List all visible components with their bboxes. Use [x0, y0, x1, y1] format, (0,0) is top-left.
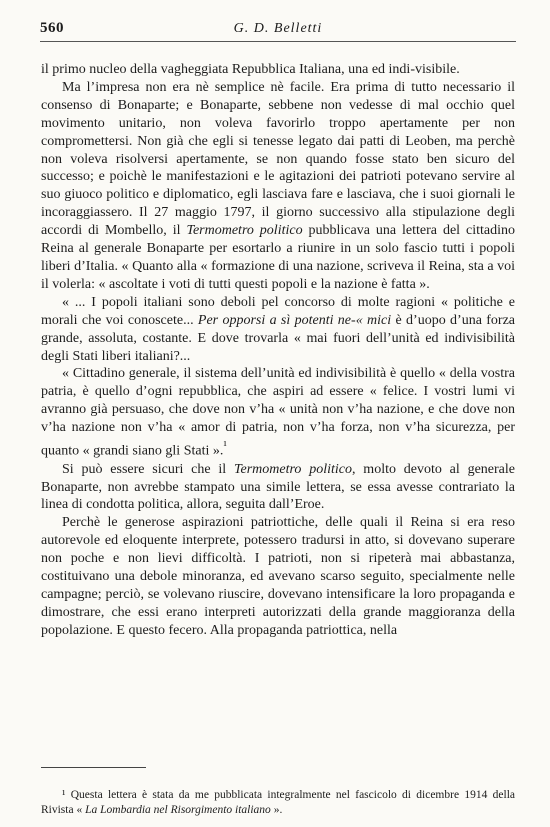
paragraph-2 [41, 79, 515, 294]
text-run: « ... I popoli italiani sono deboli pel concorso di molte ragioni « politiche e morali che voi conoscete... [41, 294, 515, 328]
page-number: 560 [40, 20, 64, 36]
footnote-rule [41, 767, 146, 768]
italic-text: Per opporsi a sì potenti ne-« mici [197, 312, 392, 328]
paragraph-1 [41, 61, 515, 79]
italic-text: Termometro politico [186, 223, 303, 239]
text-run: « Cittadino generale, il sistema dell’unità ed indivisibilità è quello « della vostra patria, è quello d’ogni repubblica, che aspiri ad essere « felice. I vostri lumi vi avranno già persuaso, che dove non v’ha « unità non v’ha nazione, e che dove non v’ha nazione non v’ha « amor di patria, non v’ha forza, non v’ha sicurezza, per quanto « grandi siano gli Stati ». [41, 366, 515, 459]
text-run: Perchè le generose aspirazioni patriottiche, delle quali il Reina si era reso autorevole ed eloquente interprete, potessero tradursi in atto, si dovevano superare non poche e non lievi difficoltà. I patrioti, non si ripeterà mai abbastanza, costituivano una debole minoranza, ed avevano scarso seguito, specialmente nelle campagne; perciò, se volevano riuscire, dovevano intensificare la loro propaganda e dimostrare, che essi erano interpreti autorizzati della grande maggioranza della popolazione. E questo fecero. Alla propaganda patriottica, nella [41, 515, 515, 638]
header-rule [40, 41, 516, 42]
footnote-marker: ¹ [223, 439, 227, 453]
running-head: G. D. Belletti [233, 21, 323, 36]
italic-text: La Lombardia nel Risorgimento italiano [85, 804, 271, 816]
text-run: , molto devoto al generale Bonaparte, non avrebbe stampato una simile lettera, se essa avesse contrariato la linea di condotta politica, allora, seguita dall’Eroe. [41, 461, 515, 513]
text-run: Si può essere sicuri che il [62, 461, 234, 477]
footnote [41, 788, 515, 819]
italic-text: Termometro politico [234, 461, 352, 477]
text-run: è d’uopo d’una forza grande, assoluta, costante. E dove trovarla « mai fuori dell’unità ed indivisibilità degli Stati liberi italiani?... [41, 312, 515, 364]
page-header [40, 20, 516, 44]
text-run: il primo nucleo della vagheggiata Repubblica Italiana, una ed indi-visibile. [41, 62, 460, 77]
paragraph-5 [41, 461, 515, 515]
paragraph-3 [41, 294, 515, 366]
text-run: pubblicava una lettera del cittadino Reina al generale Bonaparte per esortarlo a riunire in un solo fascio tutti i popoli liberi d’Italia. « Quanto alla « formazione di una nazione, scriveva il Reina, sta a voi il volerla: « ascoltate i voti di tutti questi popoli e la nazione è fatta ». [41, 223, 515, 292]
body-text [41, 61, 515, 640]
paragraph-4 [41, 365, 515, 460]
paragraph-6 [41, 514, 515, 639]
text-run: ». [270, 804, 283, 816]
text-run: Ma l’impresa non era nè semplice nè facile. Era prima di tutto necessario il consenso di Bonaparte; e Bonaparte, sebbene non vedesse di mal occhio quel movimento unitario, non voleva favorirlo troppo apertamente per non compromettersi. Non già che egli si tenesse legato dai patti di Leoben, ma perchè non voleva risolversi apertamente, se non quando fosse stato ben sicuro del successo; e poichè le manifestazioni e le agitazioni dei patrioti potevano servire al suo giuoco politico e diplomatico, egli lasciava fare e lasciava, che i suoi giornali le incoraggiassero. Il 27 maggio 1797, il giorno successivo alla stipulazione degli accordi di Mombello, il [41, 79, 515, 239]
text-run: ¹ Questa lettera è stata da me pubblicata integralmente nel fascicolo di dicembre 1914 della Rivista « [41, 788, 515, 816]
